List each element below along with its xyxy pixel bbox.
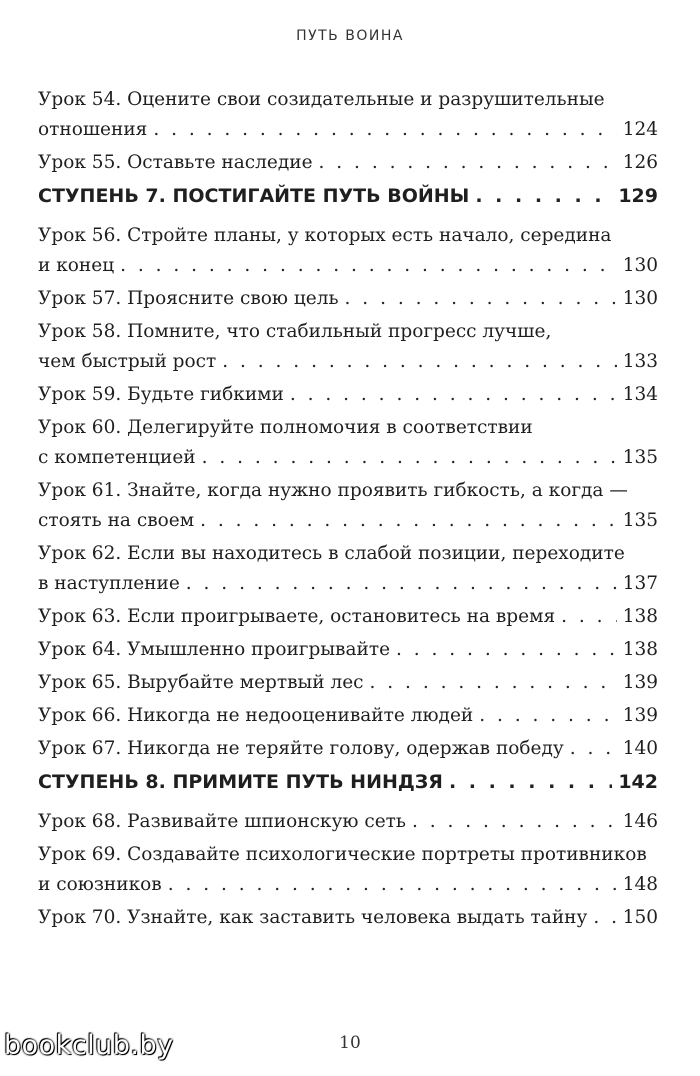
toc-entry-line: Урок 56. Стройте планы, у которых есть начало, середина <box>38 225 612 246</box>
toc-entry-title: отношения <box>38 119 148 140</box>
toc-lesson-entry <box>38 413 658 473</box>
toc-entry-leader-line <box>38 148 658 178</box>
toc-entry-line: Урок 58. Помните, что стабильный прогресс лучше, <box>38 321 552 342</box>
toc-entry-title: стоять на своем <box>38 510 195 531</box>
table-of-contents <box>38 85 658 933</box>
toc-lesson-entry <box>38 602 658 632</box>
toc-entry-leader-line <box>38 734 658 764</box>
toc-entry-leader-line <box>38 870 658 900</box>
dot-leader <box>319 148 617 178</box>
toc-entry-title: Урок 57. Проясните свою цель <box>38 288 339 309</box>
toc-page-number: 124 <box>622 119 658 140</box>
toc-page-number: 140 <box>622 738 658 759</box>
toc-entry-leader-line <box>38 380 658 410</box>
toc-entry-title: СТУПЕНЬ 7. ПОСТИГАЙТЕ ПУТЬ ВОЙНЫ <box>38 185 470 207</box>
toc-entry-title: Урок 64. Умышленно проигрывайте <box>38 639 391 660</box>
toc-entry-leader-line <box>38 181 658 211</box>
dot-leader <box>412 807 617 837</box>
dot-leader <box>202 443 617 473</box>
dot-leader <box>222 347 616 377</box>
toc-step-heading <box>38 767 658 797</box>
toc-entry-line: Урок 69. Создавайте психологические портреты противников <box>38 844 647 865</box>
toc-entry-title: в наступление <box>38 573 180 594</box>
toc-entry-title: с компетенцией <box>38 447 196 468</box>
toc-page-number: 137 <box>622 573 658 594</box>
toc-page-number: 142 <box>618 771 658 793</box>
toc-lesson-entry <box>38 903 658 933</box>
toc-entry-leader-line <box>38 807 658 837</box>
toc-lesson-entry <box>38 284 658 314</box>
toc-lesson-entry <box>38 221 658 281</box>
toc-entry-title: Урок 67. Никогда не теряйте голову, одержав победу <box>38 738 564 759</box>
toc-entry-title: Урок 68. Развивайте шпионскую сеть <box>38 811 406 832</box>
toc-entry-leader-line <box>38 506 658 536</box>
toc-entry-leader-line <box>38 443 658 473</box>
running-header: ПУТЬ ВОИНА <box>296 28 404 44</box>
toc-entry-line: Урок 60. Делегируйте полномочия в соответствии <box>38 417 533 438</box>
toc-page-number: 139 <box>622 705 658 726</box>
toc-entry-title: Урок 70. Узнайте, как заставить человека выдать тайну <box>38 907 588 928</box>
toc-page-number: 150 <box>622 907 658 928</box>
toc-lesson-entry <box>38 476 658 536</box>
dot-leader <box>345 284 617 314</box>
dot-leader <box>200 506 617 536</box>
toc-entry-leader-line <box>38 635 658 665</box>
toc-entry-line: Урок 61. Знайте, когда нужно проявить гибкость, а когда — <box>38 480 628 501</box>
toc-lesson-entry <box>38 701 658 731</box>
toc-entry-leader-line <box>38 903 658 933</box>
toc-entry-title: Урок 65. Вырубайте мертвый лес <box>38 672 364 693</box>
toc-lesson-entry <box>38 807 658 837</box>
toc-page-number: 134 <box>622 384 658 405</box>
toc-entry-title: Урок 63. Если проигрываете, остановитесь на время <box>38 606 556 627</box>
dot-leader <box>120 251 617 281</box>
dot-leader <box>153 115 616 145</box>
toc-page-number: 129 <box>618 185 658 207</box>
toc-page-number: 138 <box>622 606 658 627</box>
toc-entry-leader-line <box>38 701 658 731</box>
toc-entry-leader-line <box>38 115 658 145</box>
dot-leader <box>186 569 617 599</box>
toc-page-number: 133 <box>622 351 658 372</box>
toc-lesson-entry <box>38 734 658 764</box>
dot-leader <box>396 635 617 665</box>
toc-entry-title: Урок 66. Никогда не недооценивайте людей <box>38 705 474 726</box>
toc-lesson-entry <box>38 317 658 377</box>
dot-leader <box>168 870 617 900</box>
toc-lesson-entry <box>38 85 658 145</box>
toc-entry-leader-line <box>38 569 658 599</box>
toc-entry-leader-line <box>38 347 658 377</box>
watermark: bookclub.by <box>4 1030 174 1061</box>
dot-leader <box>475 181 612 211</box>
toc-page-number: 135 <box>622 510 658 531</box>
toc-lesson-entry <box>38 635 658 665</box>
dot-leader <box>561 602 617 632</box>
toc-step-heading <box>38 181 658 211</box>
dot-leader <box>290 380 617 410</box>
toc-entry-line: Урок 54. Оцените свои созидательные и разрушительные <box>38 89 605 110</box>
dot-leader <box>479 701 616 731</box>
toc-entry-leader-line <box>38 251 658 281</box>
toc-entry-title: Урок 59. Будьте гибкими <box>38 384 284 405</box>
toc-entry-leader-line <box>38 284 658 314</box>
toc-page-number: 130 <box>622 255 658 276</box>
dot-leader <box>570 734 617 764</box>
toc-entry-leader-line <box>38 602 658 632</box>
toc-page-number: 138 <box>622 639 658 660</box>
toc-entry-leader-line <box>38 767 658 797</box>
toc-entry-title: и союзников <box>38 874 162 895</box>
toc-page-number: 139 <box>622 672 658 693</box>
toc-page-number: 130 <box>622 288 658 309</box>
toc-page-number: 126 <box>622 152 658 173</box>
dot-leader <box>593 903 616 933</box>
toc-entry-line: Урок 62. Если вы находитесь в слабой позиции, переходите <box>38 543 625 564</box>
toc-entry-title: и конец <box>38 255 115 276</box>
toc-lesson-entry <box>38 668 658 698</box>
toc-page-number: 135 <box>622 447 658 468</box>
page-number: 10 <box>339 1033 361 1053</box>
toc-page-number: 148 <box>622 874 658 895</box>
toc-entry-title: Урок 55. Оставьте наследие <box>38 152 313 173</box>
toc-lesson-entry <box>38 840 658 900</box>
toc-page-number: 146 <box>622 811 658 832</box>
toc-lesson-entry <box>38 539 658 599</box>
toc-entry-leader-line <box>38 668 658 698</box>
toc-entry-title: СТУПЕНЬ 8. ПРИМИТЕ ПУТЬ НИНДЗЯ <box>38 771 443 793</box>
toc-lesson-entry <box>38 380 658 410</box>
toc-entry-title: чем быстрый рост <box>38 351 217 372</box>
toc-lesson-entry <box>38 148 658 178</box>
dot-leader <box>449 767 612 797</box>
dot-leader <box>370 668 617 698</box>
